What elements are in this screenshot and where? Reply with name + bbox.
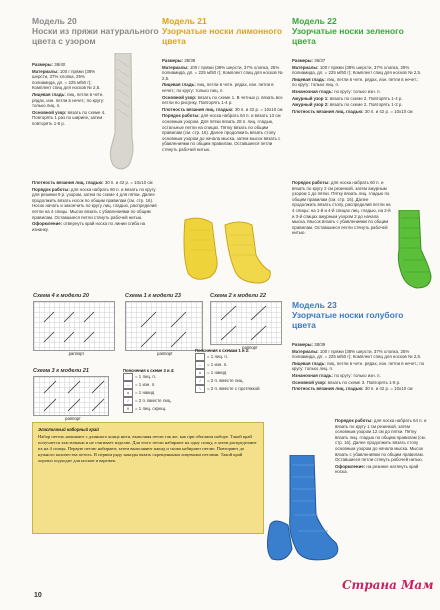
m22-reverse: по кругу: только изн. п. <box>334 88 381 94</box>
legend-item-label: = 1 изн. п. <box>207 362 228 368</box>
elastic-edge-note <box>32 422 264 534</box>
m22-pattern-label: Ажурный узор 1: <box>292 95 329 101</box>
model-22-title: Модель 22 Узорчатые носки зеленого цвета <box>292 16 404 46</box>
model-21-text <box>162 58 284 154</box>
k2tog-symbol-icon: / <box>195 377 205 385</box>
sock-photo-blue <box>262 455 342 565</box>
m22-density: 30 п. и 42 р. = 10х10 см <box>364 108 413 114</box>
legend-item <box>123 405 193 413</box>
legend-item-label: = 2 п. вместе лиц. <box>207 378 244 384</box>
m22-pattern2-label: Ажурный узор 2: <box>292 102 329 108</box>
watermark-text: Страна Мам <box>342 578 434 592</box>
note-title: Эластичный наборный край <box>38 427 99 432</box>
model-21-block <box>162 16 287 46</box>
m23-order-label: Порядок работы: <box>335 418 373 423</box>
knit-symbol-icon <box>123 373 133 381</box>
chart-1-grid <box>125 301 203 351</box>
model-22-order <box>292 180 392 237</box>
model-23-block <box>292 300 427 330</box>
k2tog-symbol-icon: / <box>123 397 133 405</box>
legend-item-label: = 2 п. вместе лиц. <box>135 398 172 404</box>
m23-sizes: 38/39 <box>314 342 326 347</box>
m22-order: для носка набрать 60 п. и вязать по кругу 2 см резинкой, затем ажурным узором 1 до пятки. Пятку вязать лиц. гладью по общим правилам (см. стр. 16). Далее продолжить вязать стопу, распределив петли на 4 спицы: на 1-й и 4-й спицах лиц. гладью, на 2-й и 3-й спицах ажурным узором 2 до начала мыска. Мысок вязать с убавлениями по общим правилам. Оставшиеся петли стянуть рабочей нитью. <box>292 180 391 236</box>
legend-3-4 <box>123 368 193 413</box>
m20-materials-label: Материалы: <box>32 68 59 74</box>
chart-3-rapport: раппорт <box>65 416 81 421</box>
m21-order: для носка набрать 64 п. и вязать 13 см основным узором. Для пятки вязать 28 п. лиц. гладью, остальные петли на спицах. Пятку вязать по общим правилам (см. стр. 16). Далее продолжить вязать стопу основным узором до начала мыска, затем мысок вязать с убавлениями по общим правилам. Оставшиеся петли стянуть рабочей нитью. <box>162 113 281 152</box>
model-22-block <box>292 16 422 46</box>
m22-order-label: Порядок работы: <box>292 180 330 185</box>
chart-3-grid <box>33 376 109 416</box>
chart-1 <box>125 293 205 356</box>
m23-reverse: по кругу: только изн. п. <box>334 372 381 378</box>
legend-item <box>123 373 193 381</box>
legend-item <box>195 369 287 377</box>
knit-symbol-icon <box>195 353 205 361</box>
m23-order: для носка набрать 64 п. и вязать по кругу 1 см резинкой, затем основным узором 12 см до пятки. Пятку вязать лиц. гладью по общим правилам (см. стр. 16). Далее продолжить вязать стопу основным узором до начала мыска. Мысок вязать с убавлениями по общим правилам. Оставшиеся петли стянуть рабочей нитью. <box>335 418 427 463</box>
legend-item <box>195 385 287 393</box>
model-22-text <box>292 58 422 115</box>
m23-density: 30 п. и 42 р. = 10х10 см <box>364 386 413 392</box>
m23-face-label: Лицевая гладь: <box>292 360 326 366</box>
m21-face-label: Лицевая гладь: <box>162 82 196 88</box>
sock-photo-lemon <box>180 215 275 285</box>
legend-item <box>195 377 287 385</box>
m23-decor: на резинке натянуть край носка. <box>335 463 419 475</box>
model-20-title: Модель 20 Носки из пряжи натурального цвета с узором <box>32 16 159 46</box>
legend-3-4-title: Пояснения к схеме 3 и 4: <box>123 368 175 373</box>
m23-pattern: вязать по схеме 3. Повторять 1-8 р. <box>327 379 401 385</box>
m22-pattern2: вязать по схеме 2. Повторять 1-2 р. <box>329 102 403 108</box>
m22-materials: 100 г пряжи (38% шерсти, 37% хлопка, 25% полиамида, дл. = 225 м/50 г); Комплект спиц для носков № 2,5. <box>292 64 422 76</box>
model-20-block <box>32 16 162 46</box>
m23-materials-label: Материалы: <box>292 348 319 354</box>
watermark-logo <box>342 578 440 606</box>
m23-face: лиц. петли в четн. рядах, изн. петли в нечет.; по кругу: только лиц. п. <box>292 360 425 372</box>
m22-reverse-label: Изнаночная гладь: <box>292 88 333 94</box>
legend-item <box>123 381 193 389</box>
m20-pattern: вязать по схеме 4. Повторять 1 раз по ширине, затем повторять 1-8 р. <box>32 109 106 126</box>
chart-2 <box>210 293 290 350</box>
legend-item-label: = 1 накид <box>207 370 227 376</box>
crossed-knit-symbol-icon: X <box>123 405 133 413</box>
legend-item <box>123 389 193 397</box>
legend-item-label: = 1 лиц. п. <box>135 374 157 380</box>
yarn-over-symbol-icon: o <box>195 369 205 377</box>
model-20-text-2 <box>32 180 160 233</box>
m21-pattern-label: Основной узор: <box>162 94 197 100</box>
m21-materials: 100 г пряжи (38% шерсти, 37% хлопка, 25% полиамида, дл. = 225 м/50 г); Комплект спиц для носков № 2,5. <box>162 64 283 81</box>
sock-photo-green <box>385 210 435 290</box>
m22-sizes-label: Размеры: <box>292 58 314 63</box>
legend-1-2 <box>195 348 287 393</box>
legend-item-label: = 2 п. вместе с протяжкой <box>207 386 260 392</box>
m20-order-label: Порядок работы: <box>32 186 70 192</box>
m23-decor-label: Оформление: <box>335 463 366 469</box>
chart-2-title: Схема 2 к модели 22 <box>210 293 266 299</box>
m21-face: лиц. петли в четн. рядах, изн. петли в нечет.; по кругу: только лиц. п. <box>162 82 274 93</box>
m20-order: для носка набрать 60 п. и вязать по кругу для резинки 9 р. узором, затем по схеме 4 для пятки. Далее продолжить вязать носок по общим правилам (см. стр. 16). Носок начать и закончить по кругу лиц. гладью, распределив петли на 4 спицы. Мысок вязать с убавлениями по общим правилам. Оставшиеся петли стянуть рабочей нитью. <box>32 186 157 220</box>
chart-1-title: Схема 1 к модели 23 <box>125 293 181 299</box>
m20-sizes: 38/40 <box>54 62 66 67</box>
legend-item-label: = 1 лиц. п. <box>207 354 229 360</box>
m21-pattern: вязать по схеме 1. В четных р. вязать все петли по рисунку. Повторять 1-4 р. <box>162 94 283 106</box>
chart-4 <box>33 293 120 356</box>
chart-3 <box>33 368 113 421</box>
m22-face: лиц. петли в четн. рядах, изн. петли в нечет.; по кругу: только лиц. п. <box>292 76 419 88</box>
page-number: 10 <box>34 592 42 599</box>
m21-materials-label: Материалы: <box>162 64 189 70</box>
chart-4-rapport: раппорт <box>68 351 85 356</box>
legend-item <box>195 353 287 361</box>
chart-1-rapport: раппорт <box>157 351 173 356</box>
m20-density-label: Плотность вязания лиц. гладью: <box>32 180 104 185</box>
purl-symbol-icon: – <box>195 361 205 369</box>
m21-density: 30 п. и 42 р. = 10х10 см <box>234 106 283 112</box>
model-23-order <box>335 418 427 476</box>
m22-materials-label: Материалы: <box>292 64 319 70</box>
m23-materials: 100 г пряжи (38% шерсти, 37% хлопка, 25% полиамида, дл. = 225 м/50 г); Комплект спиц для носков № 2,5. <box>292 348 422 360</box>
m21-sizes: 38/39 <box>184 58 196 63</box>
legend-item <box>195 361 287 369</box>
m20-decor: отвернуть край носка по линии сгиба на изнанку. <box>32 221 146 232</box>
yarn-over-symbol-icon: o <box>123 389 133 397</box>
legend-1-2-title: Пояснения к схемам 1 и 2: <box>195 348 250 353</box>
chart-2-grid <box>210 301 282 345</box>
m22-density-label: Плотность вязания лиц. гладью: <box>292 108 364 114</box>
m20-face: лиц. петли в четн. рядах, изн. петли в нечет.; по кругу: только лиц. п. <box>32 91 105 109</box>
m20-decor-label: Оформление: <box>32 221 63 227</box>
legend-item <box>123 397 193 405</box>
m21-sizes-label: Размеры: <box>162 58 184 63</box>
legend-item-label: = 1 накид <box>135 390 155 396</box>
model-23-title: Модель 23 Узорчатые носки голубого цвета <box>292 300 404 330</box>
model-21-title: Модель 21 Узорчатые носки лимонного цвета <box>162 16 283 46</box>
chart-4-title: Схема 4 к модели 20 <box>33 293 89 299</box>
m20-materials: 100 г пряжи (38% шерсти, 37% хлопка, 25% полиамида, дл. = 225 м/50 г); Комплект спиц для носков № 2,5. <box>32 68 101 91</box>
m22-face-label: Лицевая гладь: <box>292 76 326 82</box>
m23-sizes-label: Размеры: <box>292 342 314 347</box>
chart-2-rapport: раппорт <box>242 345 258 350</box>
m21-order-label: Порядок работы: <box>162 113 200 119</box>
m20-face-label: Лицевая гладь: <box>32 91 66 97</box>
legend-item-label: = 1 лиц. скрещ. <box>135 406 167 412</box>
chart-3-title: Схема 3 к модели 21 <box>33 368 89 374</box>
m22-sizes: 36/37 <box>314 58 326 63</box>
m20-density: 30 п. и 42 р. = 10х10 см <box>104 180 153 185</box>
m20-sizes-label: Размеры: <box>32 62 54 67</box>
m22-pattern: вязать по схеме 2. Повторять 1-4 р. <box>329 95 403 101</box>
m21-density-label: Плотность вязания лиц. гладью: <box>162 106 234 112</box>
legend-item-label: = 1 изн. п. <box>135 382 156 388</box>
model-23-text <box>292 342 427 393</box>
sock-photo-natural <box>107 53 137 173</box>
m23-pattern-label: Основной узор: <box>292 379 327 385</box>
note-text: Набор петель начинают с длинного конца нити, выполняя петли так же, как при обычном наборе. Такой край получается эластичным и не стягивает изделие. Для этого петли набирают на одну спицу, а затем распределяют их на 4 спицы. Первую петлю набирают, затем выполняют накид и снова набирают петлю. Повторяют до нужного количества петель. В первом ряду накиды вязать скрещенными лицевыми петлями. Такой край хорошо подходит для носков и варежек. <box>38 434 257 464</box>
purl-symbol-icon: – <box>123 381 133 389</box>
chart-4-grid <box>33 301 115 351</box>
m23-density-label: Плотность вязания лиц. гладью: <box>292 386 364 392</box>
model-20-text <box>32 62 108 128</box>
ssk-symbol-icon: \ <box>195 385 205 393</box>
m23-reverse-label: Изнаночная гладь: <box>292 372 333 378</box>
m20-pattern-label: Основной узор: <box>32 109 67 115</box>
